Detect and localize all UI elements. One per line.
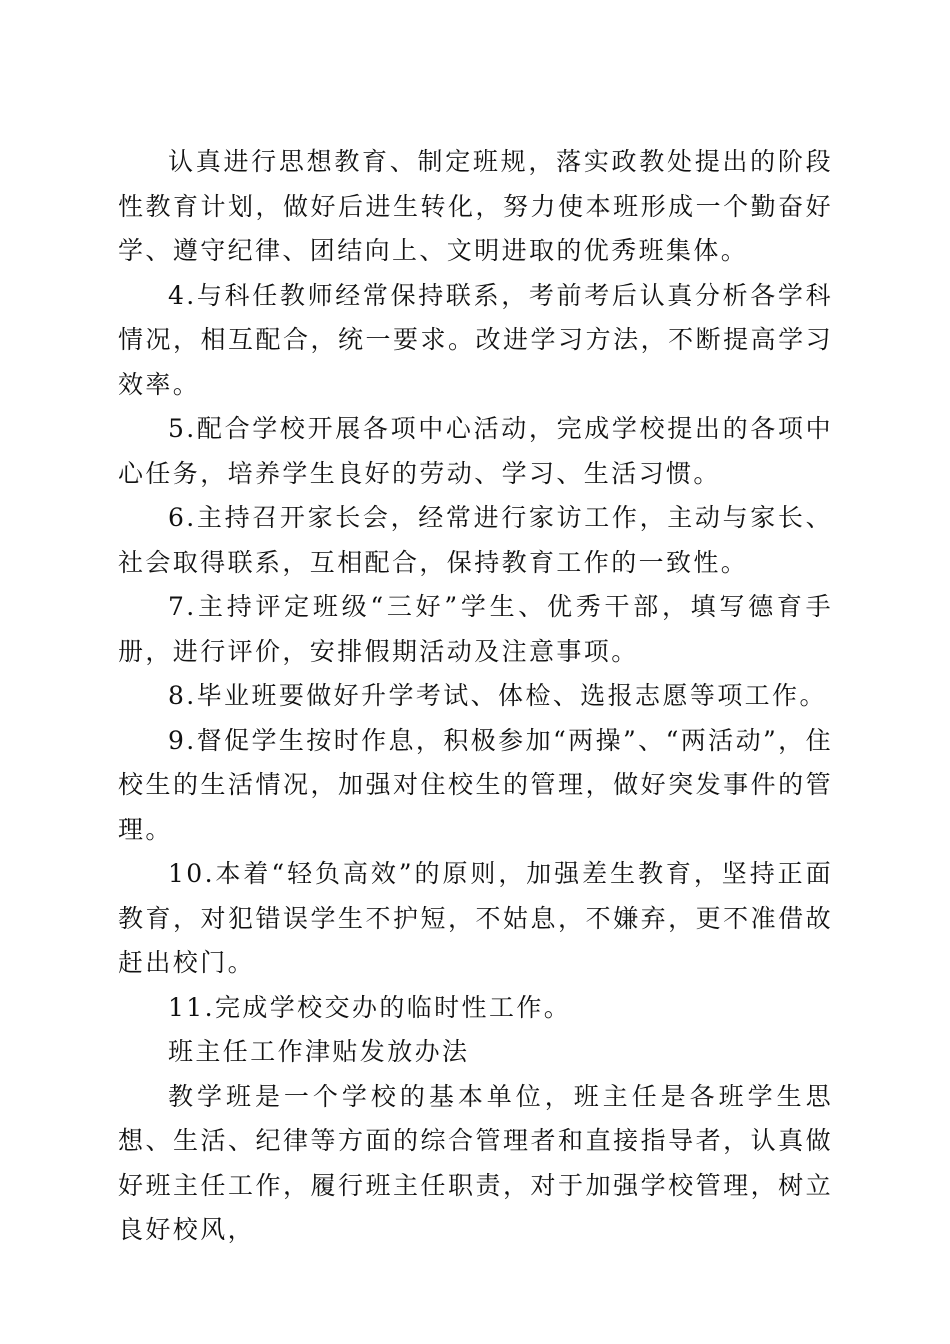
paragraph-duty-7: 7.主持评定班级“三好”学生、优秀干部，填写德育手册，进行评价，安排假期活动及注意事项。 — [118, 592, 833, 666]
document-page — [118, 140, 833, 1253]
paragraph-duty-11: 11.完成学校交办的临时性工作。 — [168, 992, 572, 1022]
paragraph-duty-9: 9.督促学生按时作息，积极参加“两操”、“两活动”，住校生的生活情况，加强对住校生的管理，做好突发事件的管理。 — [118, 725, 833, 844]
paragraph-duty-5: 5.配合学校开展各项中心活动，完成学校提出的各项中心任务，培养学生良好的劳动、学习、生活习惯。 — [118, 414, 833, 488]
paragraph-duty-3-continued: 认真进行思想教育、制定班规，落实政教处提出的阶段性教育计划，做好后进生转化，努力使本班形成一个勤奋好学、遵守纪律、团结向上、文明进取的优秀班集体。 — [118, 147, 833, 265]
section-heading: 班主任工作津贴发放办法 — [168, 1037, 470, 1066]
paragraph-intro: 教学班是一个学校的基本单位，班主任是各班学生思想、生活、纪律等方面的综合管理者和直接指导者，认真做好班主任工作，履行班主任职责，对于加强学校管理，树立良好校风， — [118, 1081, 833, 1244]
paragraph-duty-4: 4.与科任教师经常保持联系，考前考后认真分析各学科情况，相互配合，统一要求。改进学习方法，不断提高学习效率。 — [118, 280, 833, 399]
paragraph-duty-6: 6.主持召开家长会，经常进行家访工作，主动与家长、社会取得联系，互相配合，保持教育工作的一致性。 — [118, 503, 833, 577]
paragraph-duty-10: 10.本着“轻负高效”的原则，加强差生教育，坚持正面教育，对犯错误学生不护短，不姑息，不嫌弃，更不准借故赶出校门。 — [118, 859, 833, 977]
paragraph-duty-8: 8.毕业班要做好升学考试、体检、选报志愿等项工作。 — [168, 681, 827, 710]
